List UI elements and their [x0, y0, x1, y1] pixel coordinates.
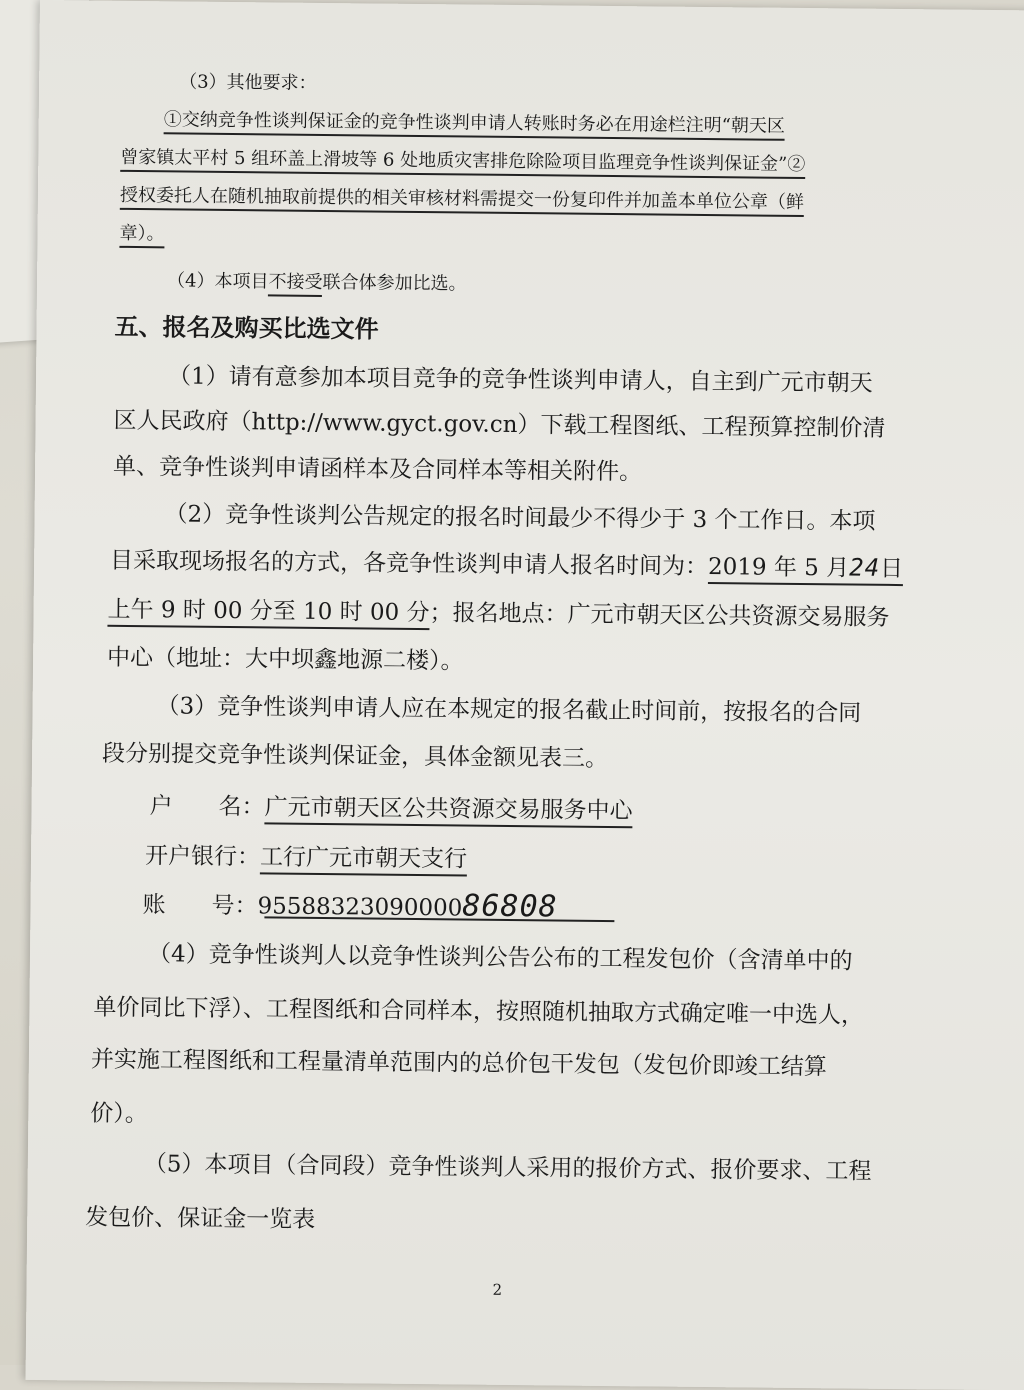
account-name-label: 户 名： [149, 793, 265, 821]
account-number-printed: 95588323090000 [257, 893, 463, 922]
p2-line1: （2）竞争性谈判公告规定的报名时间最少不得少于 3 个工作日。本项 [164, 501, 876, 535]
section3-line4 [119, 219, 164, 245]
section3-title: （3）其他要求： [179, 71, 317, 94]
p1-line3: 单、竞争性谈判申请函样本及合同样本等相关附件。 [112, 453, 643, 486]
p2-line2 [110, 542, 903, 583]
item4-suffix: 联合体参加比选。 [322, 271, 467, 295]
p2-line3 [107, 591, 889, 632]
p1-line1: （1）请有意参加本项目竞争的竞争性谈判申请人，自主到广元市朝天 [167, 363, 873, 397]
p4-line3: 并实施工程图纸和工程量清单范围内的总价包干发包（发包价即竣工结算 [90, 1046, 828, 1081]
section5-heading: 五、报名及购买比选文件 [114, 312, 379, 344]
registration-date [708, 554, 903, 586]
section3-line2-text: 曾家镇太平村 5 组环盖上滑坡等 6 处地质灾害排危除险项目监理竞争性谈判保证金”② [120, 147, 805, 179]
handwritten-day: 24 [849, 553, 881, 582]
p2-line2-text: 目采取现场报名的方式，各竞争性谈判申请人报名时间为： [109, 547, 709, 581]
bank-row [145, 837, 467, 873]
p4-line1: （4）竞争性谈判人以竞争性谈判公告公布的工程发包价（含清单中的 [147, 941, 853, 975]
registration-date-day: 日 [879, 555, 904, 583]
registration-location: ；报名地点：广元市朝天区公共资源交易服务 [429, 600, 890, 631]
section3-line4-text: 章）。 [119, 223, 164, 248]
p5-line1: （5）本项目（合同段）竞争性谈判人采用的报价方式、报价要求、工程 [143, 1151, 872, 1185]
p4-line4: 价）。 [90, 1100, 148, 1128]
registration-date-text: 2019 年 5 月 [707, 554, 850, 582]
document-page [26, 0, 1024, 1390]
bank-value: 工行广元市朝天支行 [260, 844, 467, 876]
p2-line4: 中心（地址：大中坝鑫地源二楼）。 [106, 644, 464, 675]
page-number: 2 [492, 1280, 503, 1299]
item4-emphasis: 不接受 [268, 271, 322, 297]
p3-line1: （3）竞争性谈判申请人应在本规定的报名截止时间前，按报名的合同 [156, 693, 862, 727]
section3-line1-text: ①交纳竞争性谈判保证金的竞争性谈判申请人转账时务必在用途栏注明“朝天区 [164, 109, 785, 141]
account-number-label: 账 号： [142, 892, 258, 920]
account-name-row [149, 787, 632, 825]
item4-prefix: （4）本项目 [166, 270, 269, 293]
account-name-value: 广元市朝天区公共资源交易服务中心 [264, 794, 632, 828]
p3-line2: 段分别提交竞争性谈判保证金，具体金额见表三。 [101, 740, 609, 772]
section3-line1 [164, 105, 785, 138]
p5-line2: 发包价、保证金一览表 [85, 1204, 316, 1233]
section3-item4 [167, 266, 467, 295]
registration-time: 上午 9 时 00 分至 10 时 00 分 [107, 597, 429, 630]
p1-line2: 区人民政府（http://www.gyct.gov.cn）下载工程图纸、工程预算控制价清 [113, 407, 886, 442]
section3-line3 [120, 181, 804, 214]
section3-line3-text: 授权委托人在随机抽取前提供的相关审核材料需提交一份复印件并加盖本单位公章（鲜 [120, 185, 804, 217]
bank-label: 开户银行： [144, 843, 261, 871]
p4-line2: 单价同比下浮）、工程图纸和合同样本，按照随机抽取方式确定唯一中选人， [93, 994, 865, 1029]
account-number-handwritten: 86808 [462, 888, 558, 925]
section3-line2 [120, 143, 805, 176]
